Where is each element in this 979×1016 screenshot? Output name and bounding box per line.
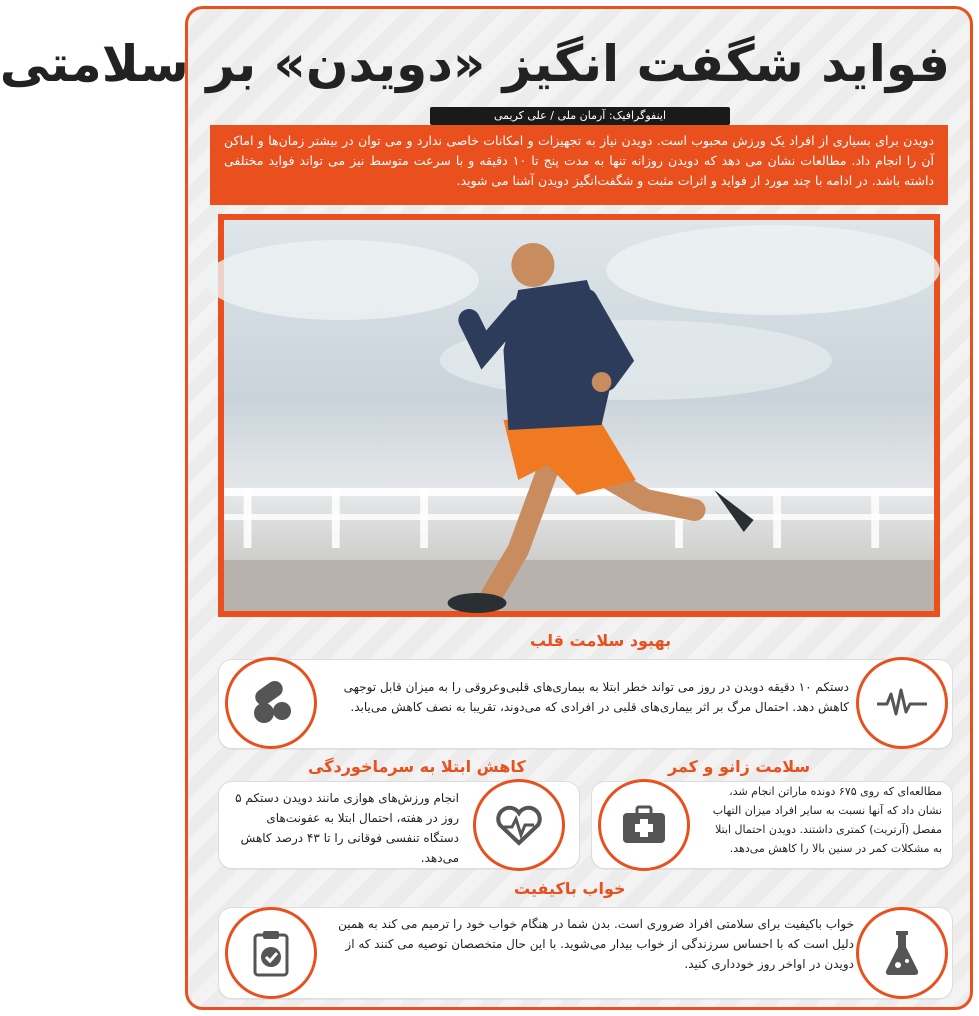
cold-text: انجام ورزش‌های هوازی مانند دویدن دستکم ۵ روز در هفته، احتمال ابتلا به عفونت‌های دستگاه تنفسی فوقانی را تا ۴۳ درصد کاهش می‌دهد. — [235, 791, 459, 865]
infographic-frame — [0, 6, 973, 1010]
credit-bar: اینفوگرافیک: آرمان ملی / علی کریمی — [430, 107, 730, 125]
medical-kit-icon — [611, 792, 677, 858]
flask-icon — [869, 920, 935, 986]
pills-icon — [238, 670, 304, 736]
heartbeat-line-icon — [869, 670, 935, 736]
runner-photo — [218, 214, 940, 617]
sleep-text: خواب باکیفیت برای سلامتی افراد ضروری است. بدن شما در هنگام خواب خود را ترمیم می کند به همین دلیل است که با احساس سرزندگی از خواب بیدار می‌شوید. با این حال متخصصان توصیه می کنند که از دویدن در اواخر روز خودداری کنید. — [338, 917, 854, 971]
section-title-cold: کاهش ابتلا به سرماخوردگی — [308, 757, 526, 776]
section-title-sleep: خواب باکیفیت — [514, 879, 626, 898]
card-sleep — [218, 907, 953, 999]
heart-icon-left-circle — [225, 657, 317, 749]
section-title-knee: سلامت زانو و کمر — [668, 757, 811, 776]
sleep-icon-right-circle — [856, 907, 948, 999]
clipboard-check-icon — [238, 920, 304, 986]
section-title-heart: بهبود سلامت قلب — [530, 631, 672, 650]
intro-paragraph: دویدن برای بسیاری از افراد یک ورزش محبوب است. دویدن نیاز به تجهیزات و امکانات خاصی ندارد و می توان در بیشتر زمان‌ها و اماکن آن را انجام داد. مطالعات نشان می دهد که دویدن روزانه تنها به مدت پنج تا ۱۰ دقیقه و با سرعت متوسط نیز می تواند فواید مختلفی داشته باشد. در ادامه با چند مورد از فواید و اثرات مثبت و شگفت‌انگیز دویدن آشنا می شوید. — [210, 125, 948, 205]
card-heart — [218, 659, 953, 749]
page-title: فواید شگفت انگیز «دویدن» بر سلامتی — [0, 35, 950, 93]
runner-illustration — [224, 220, 934, 611]
cold-icon-circle — [473, 779, 565, 871]
knee-text: مطالعه‌ای که روی ۶۷۵ دونده ماراتن انجام شد، نشان داد که آنها نسبت به سایر افراد میزان التهاب مفصل (آرتریت) کمتری داشتند. دویدن احتمال ابتلا به مشکلات کمر در سنین بالا را کاهش می‌دهد. — [712, 785, 942, 855]
knee-icon-circle — [598, 779, 690, 871]
heart-icon-right-circle — [856, 657, 948, 749]
heart-text: دستکم ۱۰ دقیقه دویدن در روز می تواند خطر ابتلا به بیماری‌های قلبی‌وعروقی را به میزان قابل توجهی کاهش دهد. احتمال مرگ بر اثر بیماری‌های قلبی در افرادی که می‌دوند، تقریبا به نصف کاهش می‌یابد. — [343, 680, 849, 714]
sleep-icon-left-circle — [225, 907, 317, 999]
heart-signal-icon — [486, 792, 552, 858]
